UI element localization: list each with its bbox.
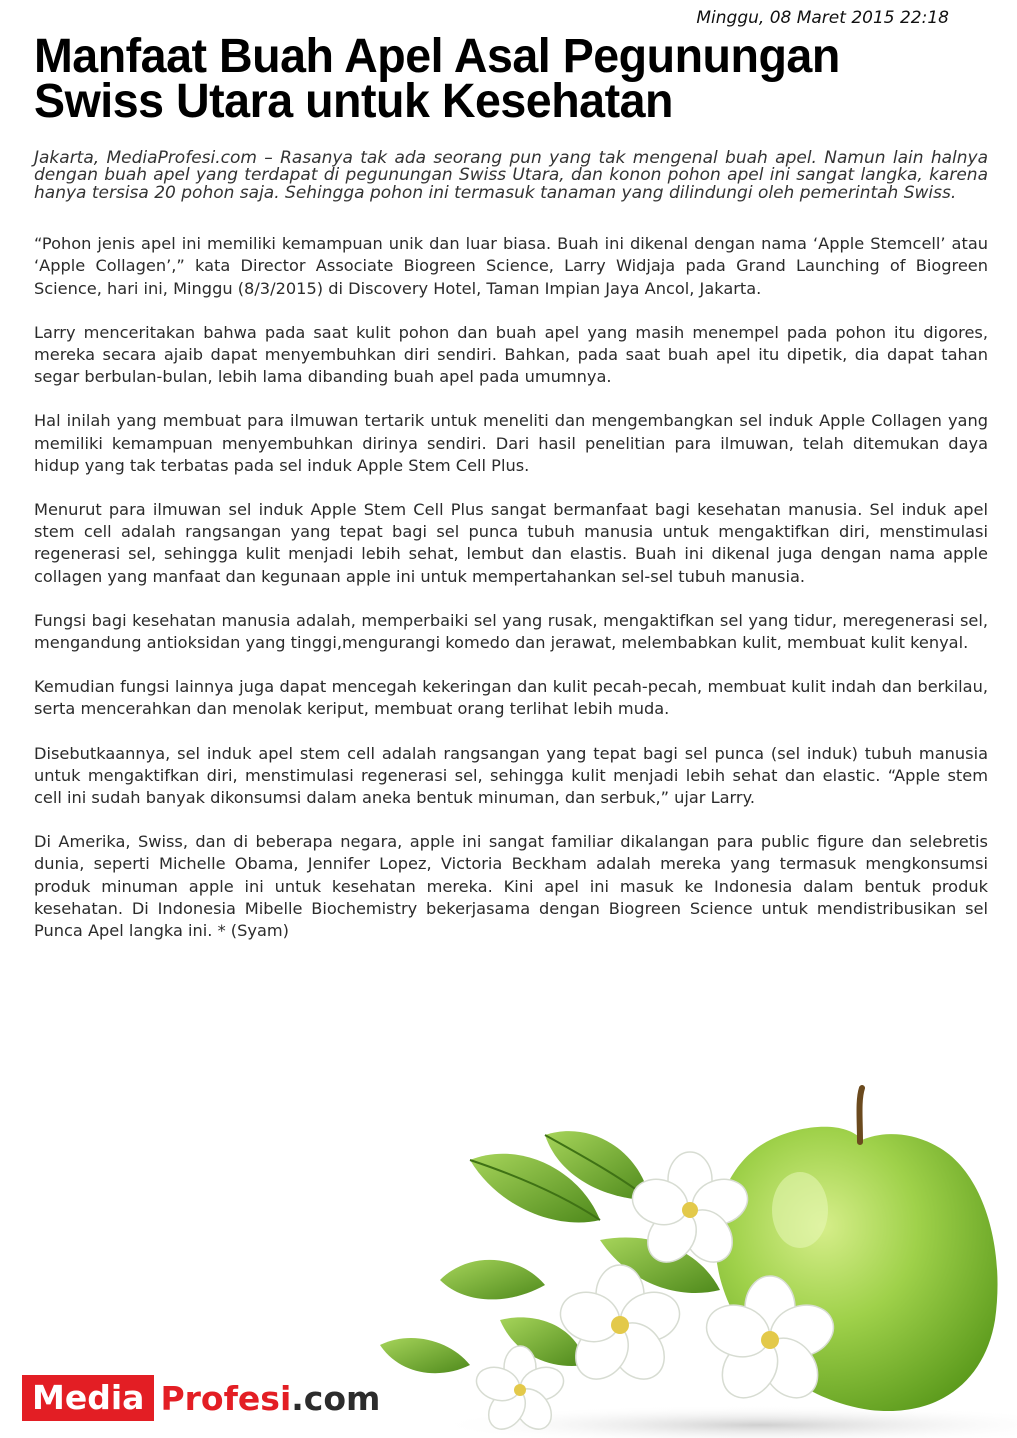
article-paragraph: Fungsi bagi kesehatan manusia adalah, memperbaiki sel yang rusak, mengaktifkan sel yang tidur, meregenerasi sel, mengandung antioksidan yang tinggi,mengurangi komedo dan jerawat, melembabkan kulit, membuat kulit kenyal. — [34, 610, 988, 653]
logo-domain: .com — [291, 1378, 381, 1418]
article-paragraph: Disebutkaannya, sel induk apel stem cell adalah rangsangan yang tepat bagi sel punca (sel induk) tubuh manusia untuk mengaktifkan diri, menstimulasi regenerasi sel, sehingga kulit menjadi lebih sehat dan elastic. “Apple stem cell ini sudah banyak dikonsumsi dalam aneka bentuk minuman, dan serbuk,” ujar Larry. — [34, 743, 988, 808]
article-paragraph: Larry menceritakan bahwa pada saat kulit pohon dan buah apel yang masih menempel pada pohon itu digores, mereka secara ajaib dapat menyembuhkan diri sendiri. Bahkan, pada saat buah apel itu dipetik, dia dapat tahan segar berbulan-bulan, lebih lama dibanding buah apel pada umumnya. — [34, 322, 988, 387]
article-paragraph: Hal inilah yang membuat para ilmuwan tertarik untuk meneliti dan mengembangkan sel induk Apple Collagen yang memiliki kemampuan menyembuhkan dirinya sendiri. Dari hasil penelitian para ilmuwan, telah ditemukan daya hidup yang tak terbatas pada sel induk Apple Stem Cell Plus. — [34, 411, 988, 475]
article-title: Manfaat Buah Apel Asal Pegunungan Swiss Utara untuk Kesehatan — [34, 30, 840, 128]
logo-profesi: Profesi — [160, 1378, 292, 1418]
site-logo — [22, 1375, 380, 1421]
article-date: Minggu, 08 Maret 2015 22:18 — [696, 8, 949, 28]
article-paragraph: Kemudian fungsi lainnya juga dapat mencegah kekeringan dan kulit pecah-pecah, membuat kulit indah dan berkilau, serta mencerahkan dan menolak keriput, membuat orang terlihat lebih muda. — [34, 677, 988, 719]
article-paragraph: Menurut para ilmuwan sel induk Apple Stem Cell Plus sangat bermanfaat bagi kesehatan manusia. Sel induk apel stem cell adalah rangsangan yang tepat bagi sel punca tubuh manusia untuk mengaktifkan diri, menstimulasi regenerasi sel, sehingga kulit menjadi lebih sehat, lembut dan elastis. Buah ini dikenal juga dengan nama apple collagen yang manfaat dan kegunaan apple ini untuk mempertahankan sel-sel tubuh manusia. — [34, 500, 988, 586]
article-paragraph: “Pohon jenis apel ini memiliki kemampuan unik dan luar biasa. Buah ini dikenal dengan nama ‘Apple Stemcell’ atau ‘Apple Collagen’,” kata Director Associate Biogreen Science, Larry Widjaja pada Grand Launching of Biogreen Science, hari ini, Minggu (8/3/2015) di Discovery Hotel, Taman Impian Jaya Ancol, Jakarta. — [34, 234, 988, 298]
logo-media: Media — [22, 1375, 154, 1421]
article-lead: Jakarta, MediaProfesi.com – Rasanya tak ada seorang pun yang tak mengenal buah apel. Namun lain halnya dengan buah apel yang terdapat di pegunungan Swiss Utara, dan konon pohon apel ini sangat langka, karena hanya tersisa 20 pohon saja. Sehingga pohon ini termasuk tanaman yang dilindungi oleh pemerintah Swiss. — [34, 148, 988, 203]
article-body — [34, 150, 988, 964]
article-paragraph: Di Amerika, Swiss, dan di beberapa negara, apple ini sangat familiar dikalangan para public figure dan selebretis dunia, seperti Michelle Obama, Jennifer Lopez, Victoria Beckham adalah mereka yang termasuk mengkonsumsi produk minuman apple ini untuk kesehatan mereka. Kini apel ini masuk ke Indonesia dalam bentuk produk kesehatan. Di Indonesia Mibelle Biochemistry bekerjasama dengan Biogreen Science untuk mendistribusikan sel Punca Apel langka ini. * (Syam) — [34, 832, 988, 941]
